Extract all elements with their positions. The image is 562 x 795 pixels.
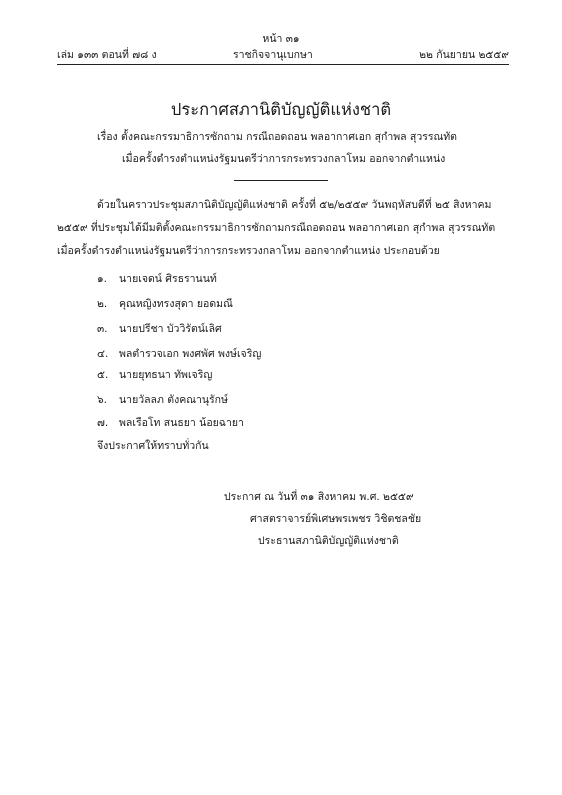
body-line-2: ๒๕๕๙ ที่ประชุมได้มีมติตั้งคณะกรรมาธิการซักถามกรณีถอดถอน พลอากาศเอก สุกำพล สุวรรณทัต	[57, 222, 496, 234]
member-name: นายปรีชา บัววิรัตน์เลิศ	[119, 323, 222, 335]
member-number: ๕.	[97, 369, 109, 381]
closing-statement: จึงประกาศให้ทราบทั่วกัน	[97, 440, 209, 452]
page-number: หน้า ๓๑	[262, 33, 300, 45]
subject-line-1: เรื่อง ตั้งคณะกรรมาธิการซักถาม กรณีถอดถอน พลอากาศเอก สุกำพล สุวรรณทัต	[97, 131, 457, 143]
member-number: ๓.	[97, 323, 108, 335]
header-rule	[57, 64, 509, 65]
announcement-title: ประกาศสภานิติบัญญัติแห่งชาติ	[170, 100, 392, 119]
body-line-3: เมื่อครั้งดำรงตำแหน่งรัฐมนตรีว่าการกระทรวงกลาโหม ออกจากตำแหน่ง ประกอบด้วย	[57, 245, 440, 257]
member-number: ๔.	[97, 348, 109, 360]
body-line-1: ด้วยในคราวประชุมสภานิติบัญญัติแห่งชาติ ครั้งที่ ๕๒/๒๕๕๙ วันพฤหัสบดีที่ ๒๕ สิงหาคม	[97, 199, 492, 211]
member-name: นายเจดน์ ศิรธรานนท์	[119, 273, 217, 285]
member-item	[97, 345, 261, 362]
member-item	[97, 320, 222, 337]
signatory-name: ศาสตราจารย์พิเศษพรเพชร วิชิตชลชัย	[250, 513, 422, 525]
volume-issue: เล่ม ๑๓๓ ตอนที่ ๗๘ ง	[57, 49, 157, 61]
separator-rule	[234, 180, 328, 181]
member-item	[97, 270, 217, 287]
member-item	[97, 414, 244, 431]
signature-date: ประกาศ ณ วันที่ ๓๑ สิงหาคม พ.ศ. ๒๕๕๙	[224, 491, 414, 503]
member-number: ๗.	[97, 417, 109, 429]
member-item	[97, 295, 233, 312]
subject-line-2: เมื่อครั้งดำรงตำแหน่งรัฐมนตรีว่าการกระทรวงกลาโหม ออกจากตำแหน่ง	[122, 153, 446, 165]
member-number: ๖.	[97, 394, 108, 406]
member-item	[97, 391, 228, 408]
member-name: พลตำรวจเอก พงศพัศ พงษ์เจริญ	[119, 348, 262, 360]
header-row	[57, 46, 509, 62]
member-item	[97, 366, 212, 383]
member-name: คุณหญิงทรงสุดา ยอดมณี	[119, 298, 233, 310]
member-name: พลเรือโท สนธยา น้อยฉายา	[119, 417, 244, 429]
member-number: ๒.	[97, 298, 108, 310]
gazette-date: ๒๒ กันยายน ๒๕๕๙	[419, 49, 509, 61]
member-number: ๑.	[97, 273, 108, 285]
member-name: นายยุทธนา ทัพเจริญ	[119, 369, 213, 381]
gazette-name: ราชกิจจานุเบกษา	[233, 49, 313, 61]
member-name: นายวัลลภ ตังคณานุรักษ์	[119, 394, 228, 406]
signatory-position: ประธานสภานิติบัญญัติแห่งชาติ	[258, 535, 399, 547]
